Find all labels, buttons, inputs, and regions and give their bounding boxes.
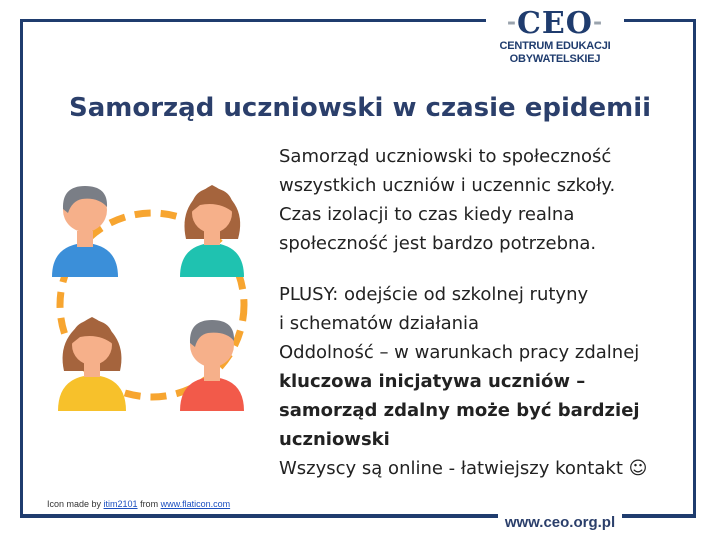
paragraph-2-line-4: Wszyscy są online - łatwiejszy kontakt ☺ (279, 458, 648, 479)
paragraph-1-line-4: społeczność jest bardzo potrzebna. (279, 233, 597, 254)
logo-line-2: OBYWATELSKIEJ (509, 53, 601, 65)
person-top-left-icon (52, 186, 118, 277)
logo-line-1: CENTRUM EDUKACJI (499, 40, 611, 52)
ceo-logo (486, 4, 624, 74)
logo-mark-text: CEO (517, 6, 593, 41)
icon-credit: Icon made by itim2101 from www.flaticon.com (47, 499, 231, 509)
paragraph-2-line-1: PLUSY: odejście od szkolnej rutyny (279, 284, 589, 305)
slide-title: Samorząd uczniowski w czasie epidemii (68, 93, 652, 123)
paragraph-1-line-3: Czas izolacji to czas kiedy realna (279, 204, 575, 225)
logo-dash-left: - (506, 9, 518, 35)
paragraph-2-bold-line-2: samorząd zdalny może być bardziej (279, 400, 640, 421)
paragraph-2-line-3: Oddolność – w warunkach pracy zdalnej (279, 342, 640, 363)
footer-url[interactable]: www.ceo.org.pl (498, 514, 622, 532)
paragraph-1-line-1: Samorząd uczniowski to społeczność (279, 146, 612, 167)
logo-dash-right: - (592, 9, 604, 35)
paragraph-2-line-2: i schematów działania (279, 313, 480, 334)
slide-content (279, 142, 689, 483)
paragraph-2-bold-line-3: uczniowski (279, 429, 390, 450)
paragraph-2-bold-line-1: kluczowa inicjatywa uczniów – (279, 371, 586, 392)
credit-author-link[interactable]: itim2101 (103, 499, 138, 509)
paragraph-1-line-2: wszystkich uczniów i uczennic szkoły. (279, 175, 616, 196)
community-illustration (40, 175, 260, 415)
person-bottom-right-icon (180, 320, 244, 411)
credit-site-link[interactable]: www.flaticon.com (160, 499, 231, 509)
person-bottom-left-icon (58, 317, 126, 411)
person-top-right-icon (180, 185, 244, 277)
